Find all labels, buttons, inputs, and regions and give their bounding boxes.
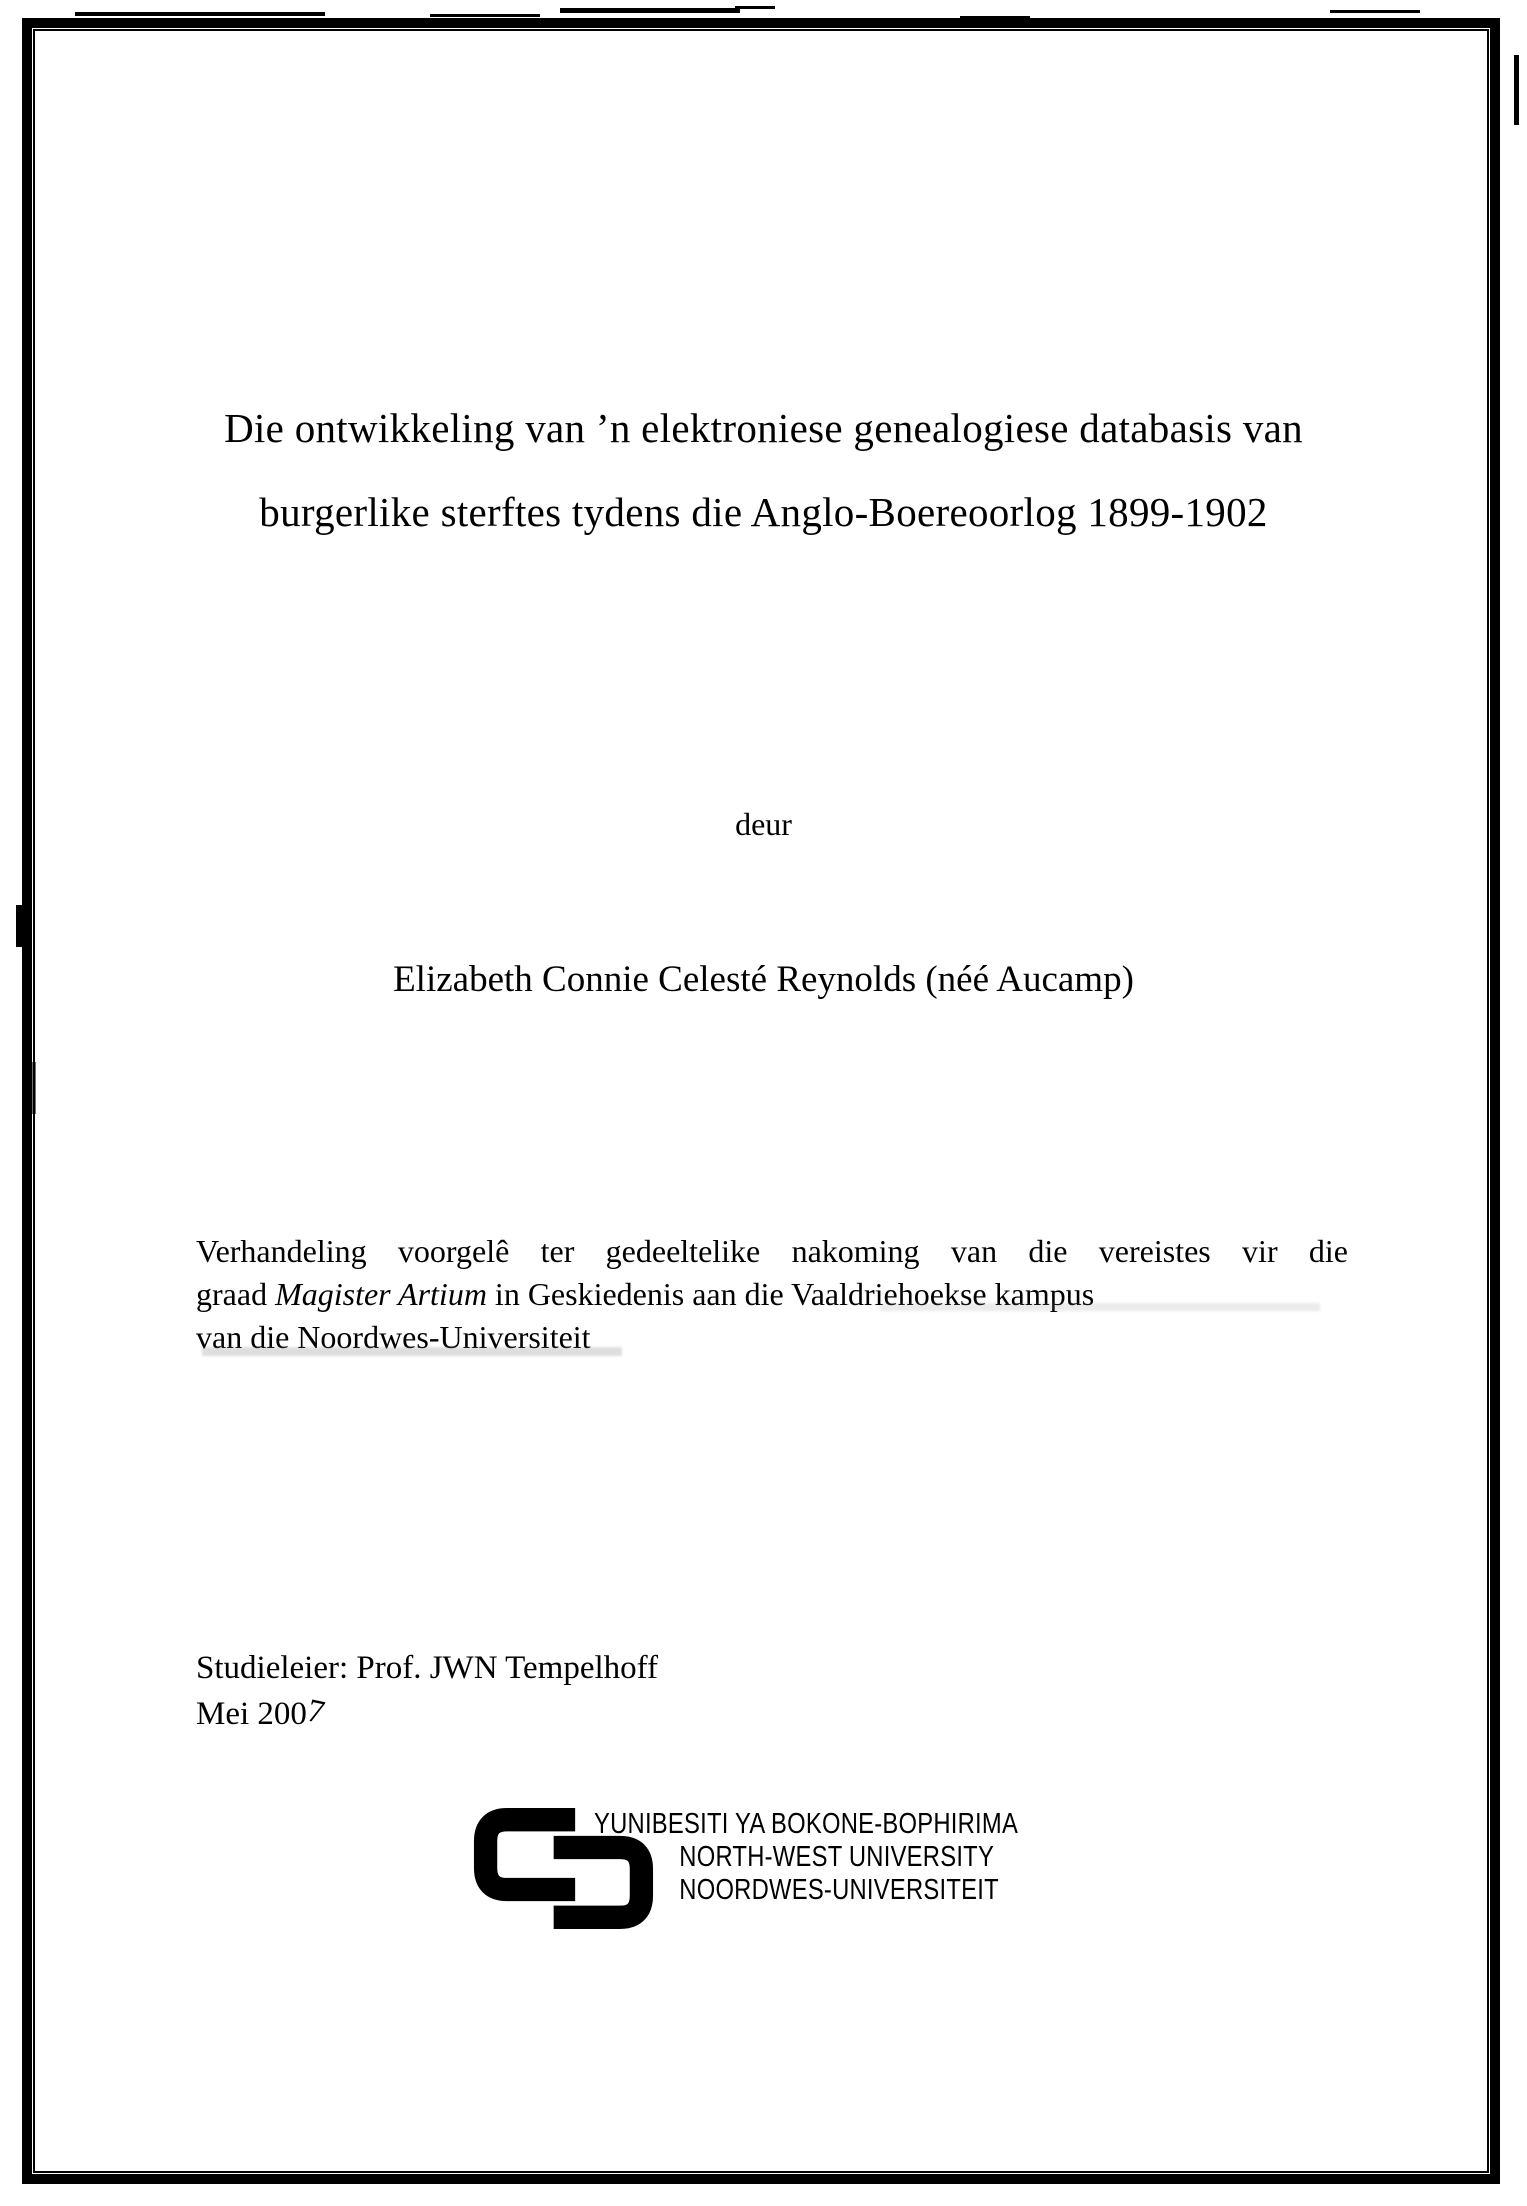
degree-name-italic: Magister Artium: [275, 1276, 487, 1312]
byline-deur: deur: [735, 806, 792, 842]
supervisor-line: Studieleier: Prof. JWN Tempelhoff: [196, 1650, 659, 1686]
degree-statement-line3: van die Noordwes-Universiteit: [196, 1319, 591, 1355]
scan-artifact: [430, 14, 540, 17]
date-line: [196, 1692, 328, 1733]
date-last-digit: 7: [303, 1692, 328, 1732]
scan-artifact: [1514, 55, 1519, 125]
logo-line-afrikaans: NOORDWES-UNIVERSITEIT: [679, 1874, 999, 1906]
degree-statement-line2-post: in Geskiedenis aan die Vaaldriehoekse kampus: [486, 1276, 1095, 1312]
thesis-title-line2: burgerlike sterftes tydens die Anglo-Boereoorlog 1899-1902: [259, 489, 1268, 535]
university-logo: [465, 1800, 1085, 1940]
scan-artifact: [735, 6, 775, 9]
print-ghosting-artifact: [880, 1303, 1320, 1311]
logo-line-english: NORTH-WEST UNIVERSITY: [679, 1841, 995, 1873]
degree-statement: [196, 1230, 1348, 1359]
degree-statement-line1: Verhandeling voorgelê ter gedeeltelike nakoming van die vereistes vir die: [196, 1233, 1348, 1269]
degree-statement-line2-pre: graad: [196, 1276, 276, 1312]
author-name: Elizabeth Connie Celesté Reynolds (néé Aucamp): [393, 959, 1134, 1000]
thesis-title: [90, 386, 1437, 554]
scan-artifact: [75, 12, 325, 16]
print-ghosting-artifact: [202, 1347, 622, 1356]
scan-artifact: [560, 8, 740, 13]
thesis-title-line1: Die ontwikkeling van ’n elektroniese genealogiese databasis van: [224, 405, 1303, 451]
university-logo-text: [594, 1808, 1018, 1907]
date-text: Mei 200: [196, 1696, 307, 1732]
logo-line-setswana: YUNIBESITI YA BOKONE-BOPHIRIMA: [594, 1808, 1019, 1840]
scan-artifact: [1330, 10, 1420, 13]
